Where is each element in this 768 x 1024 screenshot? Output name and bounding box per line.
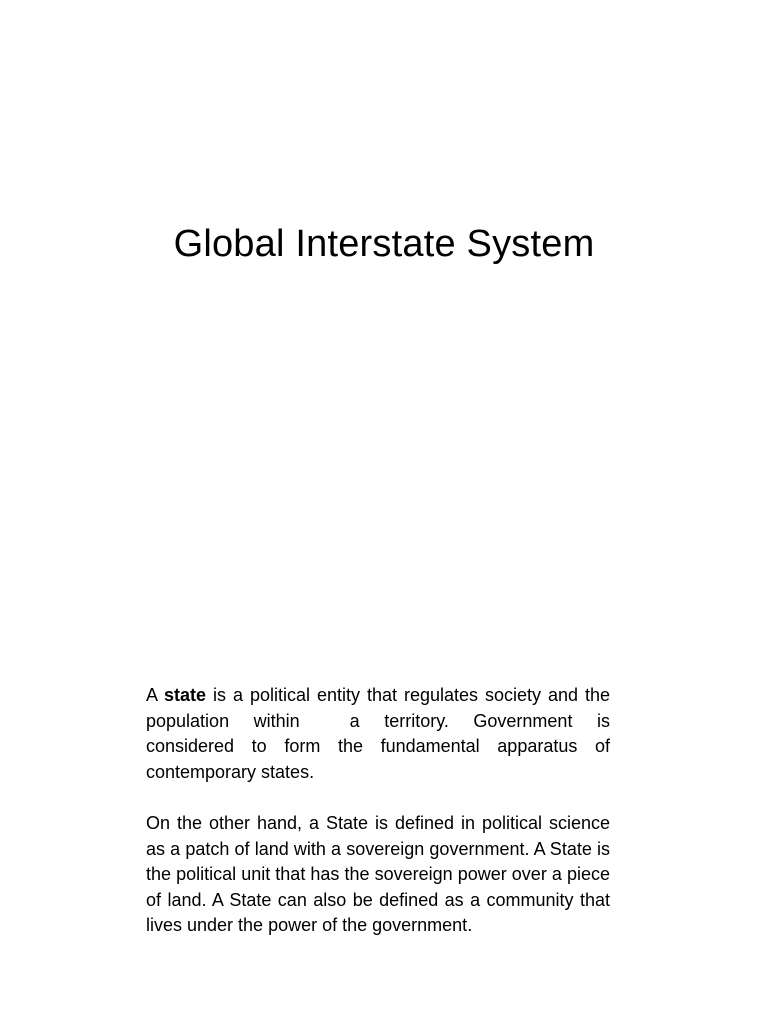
paragraph-text-a: is a political entity that regulates society and the population within <box>146 685 611 731</box>
paragraph-lead: A <box>146 685 164 705</box>
body-text <box>146 683 610 939</box>
paragraph-state-science: On the other hand, a State is defined in political science as a patch of land with a sovereign government. A State is the political unit that has the sovereign power over a piece of land. A State can also be defined as a community that lives under the power of the government. <box>146 812 610 936</box>
paragraph-text-b: a territory. Government is considered to form the fundamental apparatus of contemporary states. <box>146 710 610 782</box>
page-title: Global Interstate System <box>173 223 595 265</box>
term-state: state <box>164 685 207 705</box>
paragraph-state-definition <box>146 683 610 785</box>
